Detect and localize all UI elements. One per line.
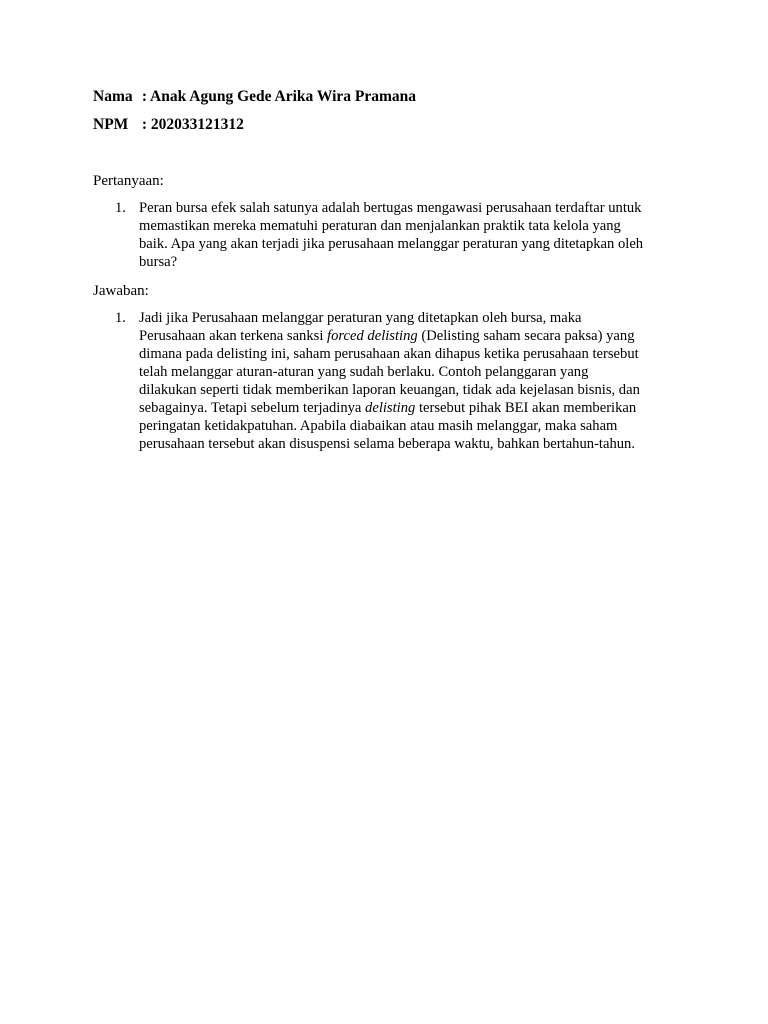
answer-italic-term: delisting (365, 400, 416, 416)
answer-heading: Jawaban: (93, 283, 149, 299)
answer-number: 1. (115, 310, 126, 326)
answer-text-segment: tersebut pihak BEI akan memberikan (415, 400, 637, 416)
question-heading: Pertanyaan: (93, 173, 164, 189)
npm-label: NPM (93, 116, 129, 133)
npm-line (93, 116, 244, 134)
question-line: bursa? (139, 254, 178, 270)
answer-text (139, 309, 684, 453)
answer-line: peringatan ketidakpatuhan. Apabila diabaikan atau masih melanggar, maka saham (139, 418, 618, 434)
answer-line: telah melanggar aturan-aturan yang sudah berlaku. Contoh pelanggaran yang (139, 364, 589, 380)
question-line: baik. Apa yang akan terjadi jika perusahaan melanggar peraturan yang ditetapkan oleh (139, 236, 644, 252)
name-value: : Anak Agung Gede Arika Wira Pramana (141, 88, 417, 105)
question-line: memastikan mereka mematuhi peraturan dan menjalankan praktik tata kelola yang (139, 218, 621, 234)
name-line (93, 88, 416, 106)
question-line: Peran bursa efek salah satunya adalah bertugas mengawasi perusahaan terdaftar untuk (139, 200, 642, 216)
name-label: Nama (93, 88, 133, 105)
question-item (93, 199, 693, 271)
answer-line: perusahaan tersebut akan disuspensi selama beberapa waktu, bahkan bertahun-tahun. (139, 436, 636, 452)
answer-line: dilakukan seperti tidak memberikan laporan keuangan, tidak ada kejelasan bisnis, dan (139, 382, 640, 398)
question-text (139, 199, 684, 271)
answer-text-segment: sebagainya. Tetapi sebelum terjadinya (139, 400, 366, 416)
answer-text-segment: (Delisting saham secara paksa) yang (417, 328, 635, 344)
answer-item (93, 309, 693, 453)
answer-line: Jadi jika Perusahaan melanggar peraturan yang ditetapkan oleh bursa, maka (139, 310, 582, 326)
answer-text-segment: Perusahaan akan terkena sanksi (139, 328, 328, 344)
npm-value: : 202033121312 (141, 116, 244, 133)
answer-italic-term: forced delisting (327, 328, 418, 344)
answer-line (139, 327, 684, 345)
answer-line: dimana pada delisting ini, saham perusahaan akan dihapus ketika perusahaan tersebut (139, 346, 639, 362)
answer-line (139, 399, 684, 417)
question-number: 1. (115, 200, 126, 216)
